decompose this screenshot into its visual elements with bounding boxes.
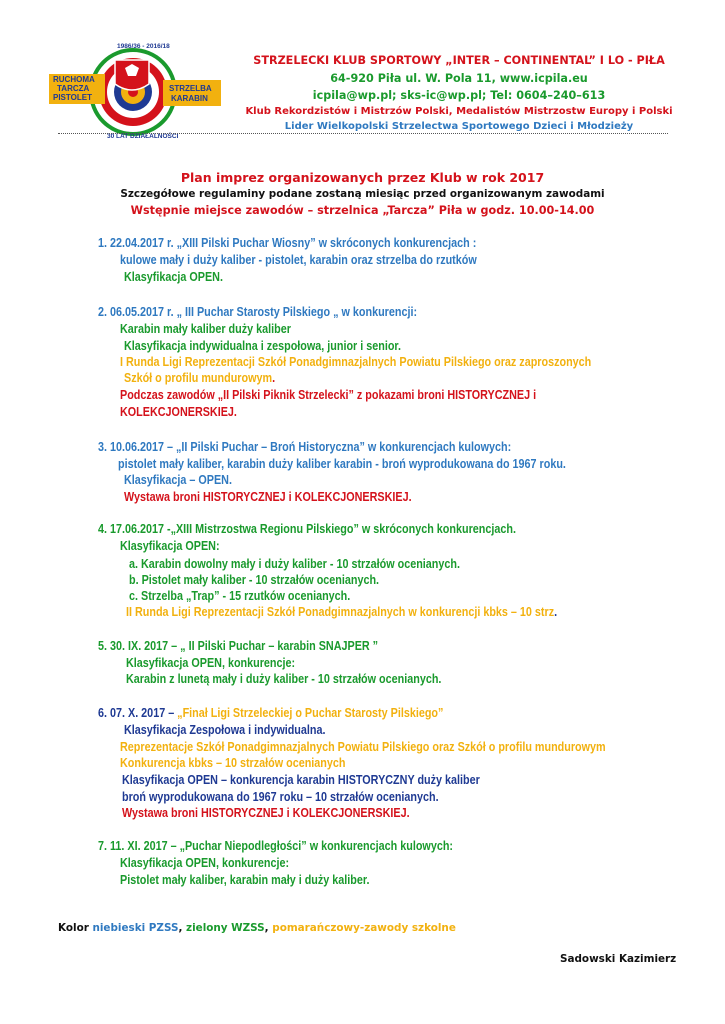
- venue-note: Wstępnie miejsce zawodów – strzelnica „Tarcza” Piła w godz. 10.00-14.00: [130, 204, 595, 217]
- event-3-detail: pistolet mały kaliber, karabin duży kaliber karabin - broń wyprodukowana do 1967 roku.: [118, 456, 566, 471]
- club-address: 64-920 Piła ul. W. Pola 11, www.icpila.eu: [330, 72, 588, 85]
- event-4-league: [126, 604, 557, 619]
- event-4-item-c: c. Strzelba „Trap” - 15 rzutków ocenianych.: [129, 588, 351, 603]
- legend-sep-2: ,: [264, 922, 269, 934]
- event-4-title: 4. 17.06.2017 -„XIII Mistrzostwa Regionu Pilskiego” w skróconych konkurencjach.: [98, 521, 516, 536]
- legend-green: zielony WZSS: [186, 922, 265, 934]
- event-1-detail: kulowe mały i duży kaliber - pistolet, karabin oraz strzelba do rzutków: [120, 252, 477, 267]
- event-2-league: I Runda Ligi Reprezentacji Szkół Ponadgimnazjalnych Powiatu Pilskiego oraz zaproszonych: [120, 354, 592, 369]
- event-2-title: 2. 06.05.2017 r. „ III Puchar Starosty Pilskiego „ w konkurencji:: [98, 304, 418, 319]
- page-subtitle: Szczegółowe regulaminy podane zostaną miesiąc przed organizowanym zawodami: [120, 188, 605, 200]
- signature: Sadowski Kazimierz: [560, 953, 677, 965]
- event-3-title: 3. 10.06.2017 – „II Pilski Puchar – Broń Historyczna” w konkurencjach kulowych:: [98, 439, 512, 454]
- event-6-num: 6. 07. X. 2017 –: [98, 705, 178, 720]
- event-6-kbks: Konkurencja kbks – 10 strzałów ocenianych: [120, 755, 346, 770]
- club-name: STRZELECKI KLUB SPORTOWY „INTER – CONTINENTAL” I LO - PIŁA: [253, 54, 665, 67]
- page-title: Plan imprez organizowanych przez Klub w rok 2017: [180, 170, 545, 185]
- event-6-title: [98, 705, 443, 720]
- event-6-schools: Reprezentacje Szkół Ponadgimnazjalnych Powiatu Pilskiego oraz Szkół o profilu mundurowym: [120, 739, 606, 754]
- event-3-class: Klasyfikacja – OPEN.: [124, 472, 232, 487]
- legend-blue: niebieski PZSS: [92, 922, 179, 934]
- event-6-open: Klasyfikacja OPEN – konkurencja karabin HISTORYCZNY duży kaliber: [122, 772, 480, 787]
- color-legend: [58, 922, 456, 934]
- event-2-picnic: Podczas zawodów „II Pilski Piknik Strzelecki” z pokazami broni HISTORYCZNEJ i: [120, 387, 537, 402]
- event-2-league-2-dot: .: [272, 370, 276, 385]
- club-tagline: Lider Wielkopolski Strzelectwa Sportowego Dzieci i Młodzieży: [284, 121, 634, 132]
- event-2-detail: Karabin mały kaliber duży kaliber: [120, 321, 291, 336]
- event-4-league-dot: .: [554, 604, 558, 619]
- event-6-exhibition: Wystawa broni HISTORYCZNEJ i KOLEKCJONERSKIEJ.: [122, 805, 410, 820]
- event-5-detail: Karabin z lunetą mały i duży kaliber - 10 strzałów ocenianych.: [126, 671, 442, 686]
- logo-text-1: RUCHOMA: [53, 75, 95, 84]
- event-7-class: Klasyfikacja OPEN, konkurencje:: [120, 855, 290, 870]
- club-logo: [45, 40, 225, 140]
- event-2-picnic-2: KOLEKCJONERSKIEJ.: [120, 404, 237, 419]
- club-achievements: Klub Rekordzistów i Mistrzów Polski, Medalistów Mistrzostw Europy i Polski: [245, 106, 673, 117]
- event-7-title: 7. 11. XI. 2017 – „Puchar Niepodległości” w konkurencjach kulowych:: [98, 838, 454, 853]
- logo-text-top: 1986/36 - 2016/18: [117, 43, 170, 50]
- event-6-class: Klasyfikacja Zespołowa i indywidualna.: [124, 722, 326, 737]
- event-1-title: 1. 22.04.2017 r. „XIII Pilski Puchar Wiosny” w skróconych konkurencjach :: [98, 235, 477, 250]
- event-4-class: Klasyfikacja OPEN:: [120, 538, 220, 553]
- legend-sep-1: ,: [178, 922, 183, 934]
- event-3-exhibition: Wystawa broni HISTORYCZNEJ i KOLEKCJONERSKIEJ.: [124, 489, 412, 504]
- logo-text-4: STRZELBA: [169, 84, 212, 93]
- legend-label: Kolor: [58, 922, 89, 934]
- logo-text-5: KARABIN: [171, 94, 208, 103]
- event-5-class: Klasyfikacja OPEN, konkurencje:: [126, 655, 296, 670]
- event-2-league-2: [124, 370, 275, 385]
- event-5-title: 5. 30. IX. 2017 – „ II Pilski Puchar – karabin SNAJPER ”: [98, 638, 379, 653]
- club-contact: icpila@wp.pl; sks-ic@wp.pl; Tel: 0604–240–613: [312, 89, 606, 102]
- event-2-class: Klasyfikacja indywidualna i zespołowa, junior i senior.: [124, 338, 402, 353]
- logo-text-3: PISTOLET: [53, 93, 92, 102]
- event-6-open-2: broń wyprodukowana do 1967 roku – 10 strzałów ocenianych.: [122, 789, 439, 804]
- event-4-league-text: II Runda Ligi Reprezentacji Szkół Ponadgimnazjalnych w konkurencji kbks – 10 strz: [126, 604, 555, 619]
- event-4-item-b: b. Pistolet mały kaliber - 10 strzałów ocenianych.: [129, 572, 380, 587]
- event-7-detail: Pistolet mały kaliber, karabin mały i duży kaliber.: [120, 872, 370, 887]
- legend-orange: pomarańczowy-zawody szkolne: [272, 922, 456, 934]
- header-divider: [58, 133, 668, 134]
- logo-text-2: TARCZA: [57, 84, 90, 93]
- logo-text-bottom: 30 LAT DZIAŁALNOŚCI: [107, 133, 179, 140]
- event-4-item-a: a. Karabin dowolny mały i duży kaliber - 10 strzałów ocenianych.: [129, 556, 461, 571]
- event-2-league-2-text: Szkół o profilu mundurowym: [124, 370, 273, 385]
- event-6-name: „Finał Ligi Strzeleckiej o Puchar Starosty Pilskiego”: [177, 705, 444, 720]
- event-1-class: Klasyfikacja OPEN.: [124, 269, 223, 284]
